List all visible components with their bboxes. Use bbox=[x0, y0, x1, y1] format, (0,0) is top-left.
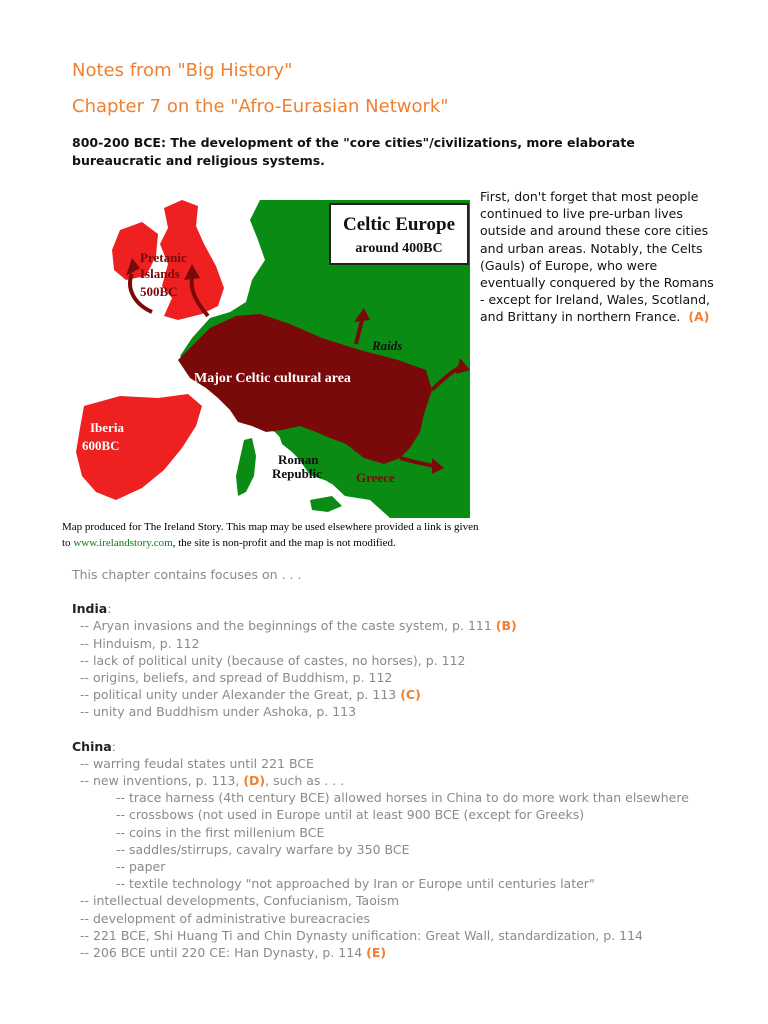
inventions-list bbox=[72, 789, 752, 892]
list-item: -- warring feudal states until 221 BCE bbox=[80, 755, 314, 771]
list-item: -- trace harness (4th century BCE) allowed horses in China to do more work than elsewhere bbox=[116, 790, 689, 806]
period-intro: 800-200 BCE: The development of the "core cities"/civilizations, more elaborate bureaucratic and religious systems. bbox=[72, 135, 635, 168]
irelandstory-link[interactable]: www.irelandstory.com bbox=[73, 537, 173, 549]
label-roman: Roman bbox=[278, 452, 319, 467]
page-title: Notes from "Big History" bbox=[72, 60, 293, 81]
caption-text: Map produced for The Ireland Story. This map may be used elsewhere provided a link is given to bbox=[62, 521, 479, 549]
label-iberia: Iberia bbox=[90, 420, 124, 435]
label-greece: Greece bbox=[356, 470, 395, 485]
chapter-outline bbox=[72, 566, 752, 961]
map-title: Celtic Europe bbox=[342, 214, 456, 235]
list-item: -- lack of political unity (because of castes, no horses), p. 112 bbox=[80, 652, 466, 668]
ref-a: (A) bbox=[688, 309, 710, 325]
list-item: -- intellectual developments, Confucianism, Taoism bbox=[80, 893, 400, 909]
caption-text-end: , the site is non-profit and the map is not modified. bbox=[172, 537, 396, 549]
list-item: -- Hinduism, p. 112 bbox=[80, 635, 200, 651]
india-heading: India: bbox=[72, 601, 112, 617]
label-major-celtic: Major Celtic cultural area bbox=[194, 371, 351, 386]
chapter-title: Chapter 7 on the "Afro-Eurasian Network" bbox=[72, 96, 449, 117]
list-item: -- Aryan invasions and the beginnings of the caste system, p. 111 (B) bbox=[80, 618, 517, 634]
celtic-europe-map bbox=[60, 200, 470, 518]
ref-d: (D) bbox=[243, 773, 266, 789]
list-item: -- coins in the first millenium BCE bbox=[116, 824, 325, 840]
celts-note-text: First, don't forget that most people continued to live pre-urban lives outside and around these core cities and urban areas. Notably, the Celts (Gauls) of Europe, who were eventually conquered by the Romans - except for Ireland, Wales, Scotland, and Brittany in northern France. bbox=[480, 189, 714, 325]
list-item: -- political unity under Alexander the Great, p. 113 (C) bbox=[80, 687, 421, 703]
list-item: -- unity and Buddhism under Ashoka, p. 113 bbox=[80, 704, 357, 720]
label-islands: Islands bbox=[140, 266, 180, 281]
list-item: -- textile technology "not approached by Iran or Europe until centuries later" bbox=[116, 876, 595, 892]
list-item: -- origins, beliefs, and spread of Buddhism, p. 112 bbox=[80, 670, 393, 686]
list-item: -- saddles/stirrups, cavalry warfare by 350 BCE bbox=[116, 841, 410, 857]
list-item: -- new inventions, p. 113, (D), such as . . . bbox=[80, 773, 345, 789]
list-item: -- 206 BCE until 220 CE: Han Dynasty, p. 114 (E) bbox=[80, 945, 387, 961]
label-500bc: 500BC bbox=[140, 284, 178, 299]
ref-marker: (E) bbox=[366, 945, 387, 961]
label-600bc: 600BC bbox=[82, 438, 120, 453]
china-heading: China: bbox=[72, 738, 116, 754]
ref-marker: (B) bbox=[495, 618, 517, 634]
india-list bbox=[72, 617, 752, 720]
map-caption bbox=[62, 519, 482, 551]
china-list bbox=[72, 892, 752, 961]
label-pretanic: Pretanic bbox=[140, 250, 187, 265]
map-subtitle: around 400BC bbox=[355, 241, 443, 256]
label-republic: Republic bbox=[272, 466, 322, 481]
list-item: -- crossbows (not used in Europe until at least 900 BCE (except for Greeks) bbox=[116, 807, 585, 823]
celts-note bbox=[480, 188, 720, 326]
label-raids: Raids bbox=[372, 338, 403, 353]
list-item: -- development of administrative bureacracies bbox=[80, 910, 371, 926]
ref-marker: (C) bbox=[400, 687, 421, 703]
list-item: -- paper bbox=[116, 859, 166, 875]
list-item: -- 221 BCE, Shi Huang Ti and Chin Dynasty unification: Great Wall, standardization, p. 114 bbox=[80, 927, 643, 943]
outline-lead: This chapter contains focuses on . . . bbox=[72, 567, 302, 582]
